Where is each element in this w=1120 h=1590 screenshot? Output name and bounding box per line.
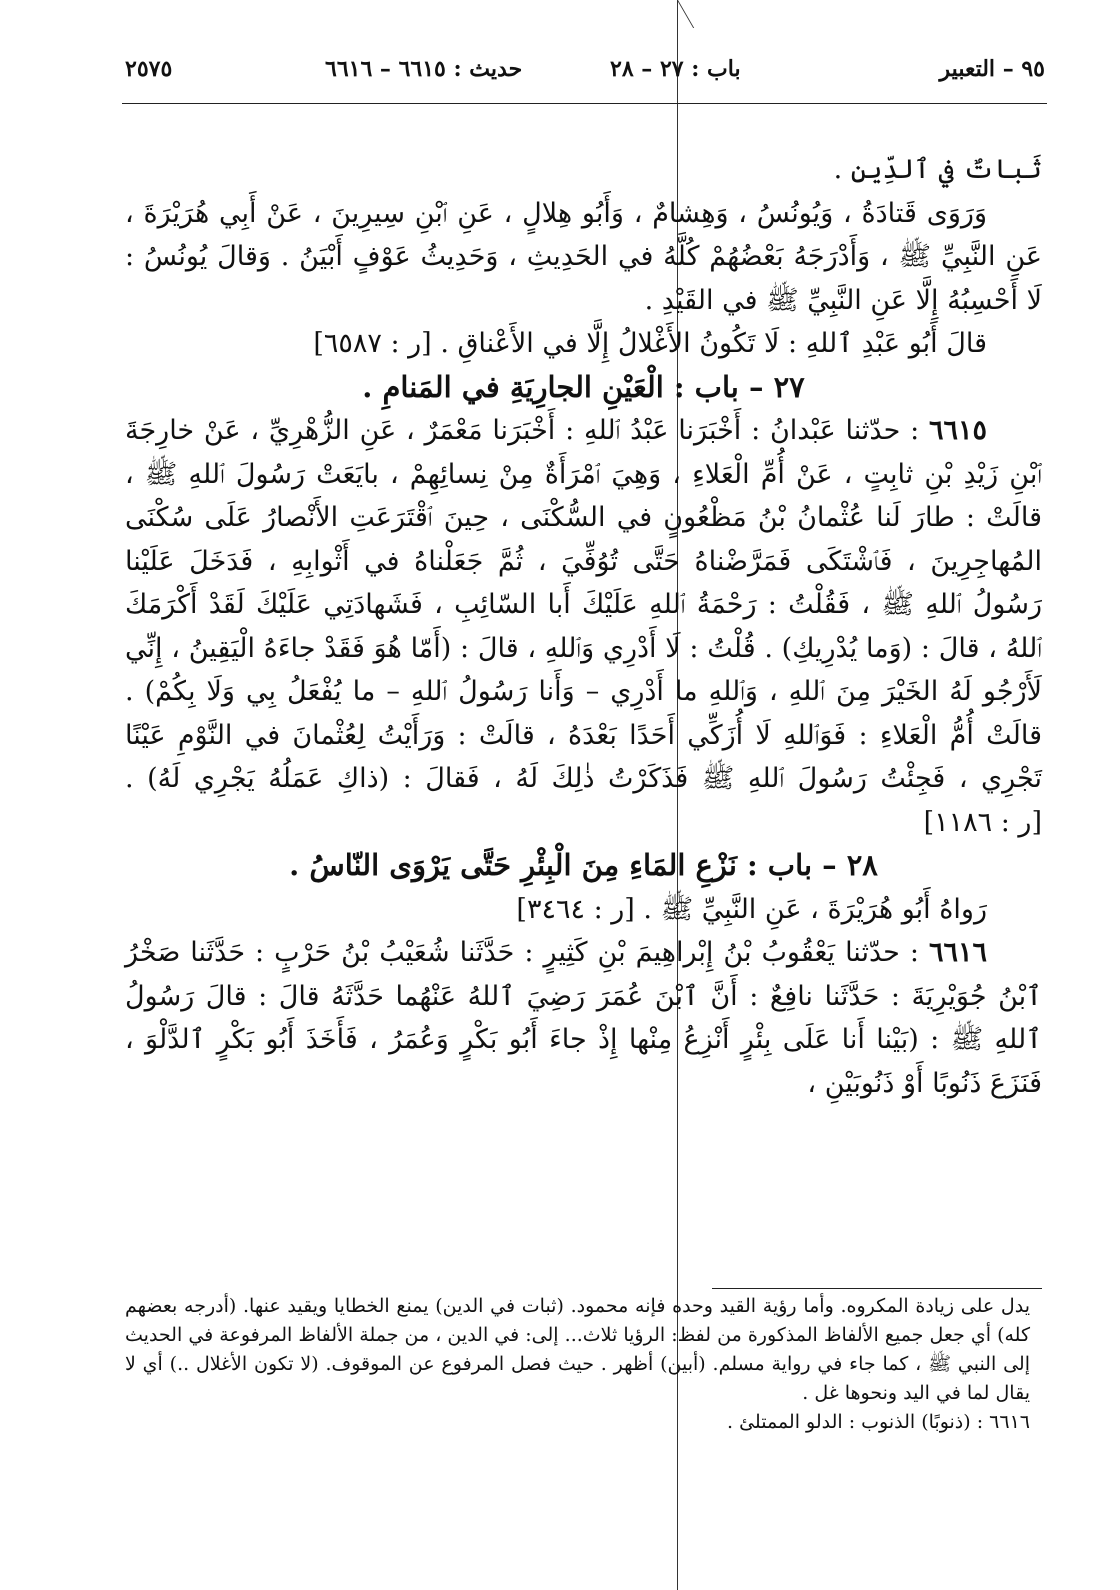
paragraph-text: رَواهُ أَبُو هُرَيْرَةَ ، عَنِ النَّبِيِّ ﷺ . bbox=[643, 893, 987, 925]
page-fold-tip bbox=[655, 0, 694, 28]
bab-28-title: ٢٨ – باب : نَزْعِ المَاءِ مِنَ الْبِئْرِ حَتَّى يَرْوَى النّاسُ . bbox=[289, 848, 878, 882]
hadith-text: : حدّثنا عَبْدانُ : أَخْبَرَنا عَبْدُ ٱللهِ : أَخْبَرَنا مَعْمَرٌ ، عَنِ الزُّهْرِيِّ ، عَنْ خارِجَةَ ٱبْنِ زَيْدِ بْنِ ثابِتٍ ، عَنْ أُمِّ الْعَلاءِ ، وَهِيَ ٱمْرَأَةٌ مِنْ نِسائِهِمْ ، بايَعَتْ رَسُولَ ٱللهِ ﷺ ، قالَتْ : طارَ لَنا عُثْمانُ بْنُ مَظْعُونٍ في السُّكْنَى ، حِينَ ٱقْتَرَعَتِ الأَنْصارُ عَلَى سُكْنَى المُهاجِرِينَ ، فَٱشْتَكَى فَمَرَّضْناهُ حَتَّى تُوُفِّيَ ، ثُمَّ جَعَلْناهُ في أَثْوابِهِ ، فَدَخَلَ عَلَيْنا رَسُولُ ٱللهِ ﷺ ، فَقُلْتُ : رَحْمَةُ ٱللهِ عَلَيْكَ أَبا السّائِبِ ، فَشَهادَتِي عَلَيْكَ لَقَدْ أَكْرَمَكَ ٱللهُ ، قالَ : (وَما يُدْرِيكِ) . قُلْتُ : لَا أَدْرِي وَٱللهِ ، قالَ : (أَمّا هُوَ فَقَدْ جاءَهُ الْيَقِينُ ، إِنِّي لَأَرْجُو لَهُ الخَيْرَ مِنَ ٱللهِ ، وَٱللهِ ما أَدْرِي – وَأَنا رَسُولُ ٱللهِ – ما يُفْعَلُ بِي وَلَا بِكُمْ) . قالَتْ أُمُّ الْعَلاءِ : فَوَٱللهِ لَا أُزَكِّي أَحَدًا بَعْدَهُ ، قالَتْ : وَرَأَيْتُ لِعُثْمانَ في النَّوْمِ عَيْنًا تَجْرِي ، فَجِئْتُ رَسُولَ ٱللهِ ﷺ فَذَكَرْتُ ذٰلِكَ لَهُ ، فَقالَ : (ذاكِ عَمَلُهُ يَجْرِي لَهُ) . bbox=[125, 415, 1042, 794]
footnote: ٦٦١٦ : (ذنوبًا) الذنوب : الدلو الممتلئ . bbox=[727, 1411, 1030, 1433]
bab-range: باب : ٢٧ – ٢٨ bbox=[610, 56, 741, 82]
cross-reference: [ر : ٣٤٦٤] bbox=[516, 893, 635, 925]
footnote: يدل على زيادة المكروه. وأما رؤية القيد وحده فإنه محمود. (ثبات في الدين) يمنع الخطايا ويقيد عنها. (أدرجه بعضهم كله) أي جعل جميع الألفاظ المذكورة من لفظ: الرؤيا ثلاث... إلى: في الدين ، من جملة الألفاظ المرفوعة في الحديث إلى النبي ﷺ ، كما جاء في رواية مسلم. (أبين) أظهر . حيث فصل المرفوع عن الموقوف. (لا تكون الأغلال ..) أي لا يقال لما في اليد ونحوها غل . bbox=[125, 1295, 1030, 1404]
bab-27-title: ٢٧ – باب : الْعَيْنِ الجارِيَةِ في المَنامِ . bbox=[362, 369, 805, 404]
footnote-rule bbox=[712, 1288, 1042, 1289]
running-header bbox=[125, 52, 1045, 92]
cross-reference: [ر : ١١٨٦] bbox=[923, 806, 1042, 838]
paragraph bbox=[125, 322, 1042, 366]
paragraph bbox=[125, 888, 1042, 932]
main-text bbox=[125, 148, 1042, 1105]
footnotes bbox=[125, 1292, 1030, 1437]
paragraph: وَرَوَى قَتادَةُ ، وَيُونُسُ ، وَهِشامٌ ، وَأَبُو هِلالٍ ، عَنِ ٱبْنِ سِيرِينَ ، عَنْ أَبِي هُرَيْرَةَ ، عَنِ النَّبِيِّ ﷺ ، وَأَدْرَجَهُ بَعْضُهُمْ كُلَّهُ في الحَدِيثِ ، وَحَدِيثُ عَوْفٍ أَبْيَنُ . وَقالَ يُونُسُ : لَا أَحْسِبُهُ إِلَّا عَنِ النَّبِيِّ ﷺ في القَيْدِ . bbox=[125, 197, 1042, 316]
hadith-6616 bbox=[125, 931, 1042, 1105]
page-number: ٢٥٧٥ bbox=[125, 56, 173, 82]
paragraph-text: قالَ أَبُو عَبْدِ ٱللهِ : لَا تَكُونُ الأَغْلالُ إِلَّا في الأَعْناقِ . bbox=[440, 328, 987, 359]
chapter-title: ٩٥ – التعبير bbox=[939, 56, 1045, 82]
paragraph: ثَباتٌ في ٱلدِّينِ . bbox=[833, 154, 1042, 185]
header-rule bbox=[122, 103, 1047, 104]
hadith-range: حديث : ٦٦١٥ – ٦٦١٦ bbox=[325, 56, 523, 82]
hadith-text: : حدّثنا يَعْقُوبُ بْنُ إِبْراهِيمَ بْنِ كَثِيرٍ : حَدَّثَنا شُعَيْبُ بْنُ حَرْبٍ : حَدَّثَنا صَخْرُ ٱبْنُ جُوَيْرِيَةَ : حَدَّثَنا نافِعٌ : أَنَّ ٱبْنَ عُمَرَ رَضِيَ ٱللهُ عَنْهُما حَدَّثَهُ قالَ : قالَ رَسُولُ ٱللهِ ﷺ : (بَيْنا أَنا عَلَى بِئْرٍ أَنْزِعُ مِنْها إِذْ جاءَ أَبُو بَكْرٍ وَعُمَرُ ، فَأَخَذَ أَبُو بَكْرٍ ٱلدَّلْوَ ، فَنَزَعَ ذَنُوبًا أَوْ ذَنُوبَيْنِ ، bbox=[125, 937, 1042, 1099]
hadith-number: ٦٦١٥ bbox=[928, 415, 987, 446]
hadith-6615 bbox=[125, 409, 1042, 844]
cross-reference: [ر : ٦٥٨٧] bbox=[313, 328, 432, 359]
hadith-number: ٦٦١٦ bbox=[928, 937, 987, 968]
